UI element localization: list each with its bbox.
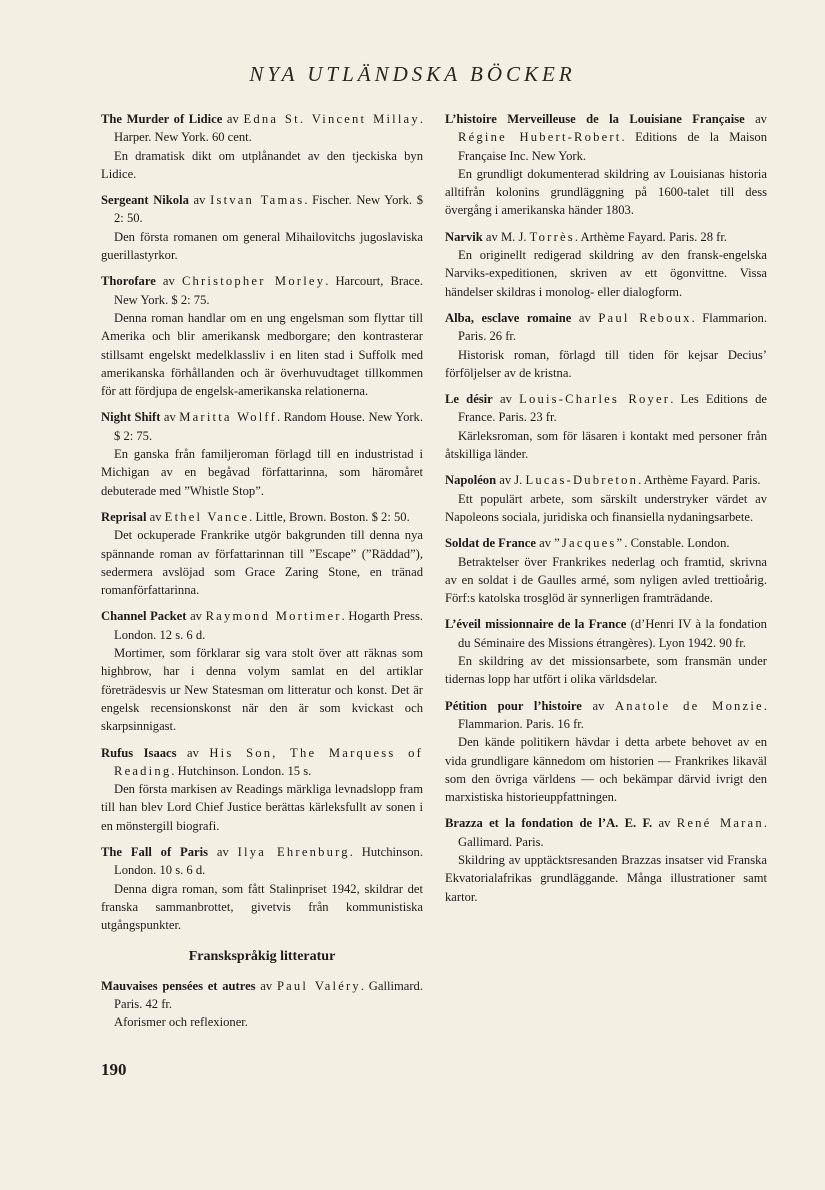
citation-separator: av — [208, 844, 238, 859]
book-title: L’histoire Merveilleuse de la Louisiane Française — [445, 112, 745, 126]
book-citation — [445, 814, 767, 851]
book-citation — [445, 228, 767, 246]
book-citation — [101, 272, 423, 309]
book-title: Brazza et la fondation de l’A. E. F. — [445, 816, 653, 831]
citation-separator: av J. — [496, 473, 526, 488]
citation-separator: av — [222, 112, 244, 126]
book-title: The Fall of Paris — [101, 844, 209, 859]
book-author: Torrès — [529, 229, 575, 244]
publisher-info: . Flammarion. Paris. 16 fr. — [458, 698, 767, 731]
book-entry — [101, 408, 423, 499]
book-author: Louis-Charles Royer — [519, 392, 671, 407]
publisher-info: . Hogarth Press. London. 12 s. 6 d. — [114, 609, 423, 642]
book-citation — [445, 110, 767, 165]
publisher-info: . Gallimard. Paris. — [458, 816, 767, 849]
book-author: Istvan Tamas — [210, 193, 305, 208]
book-title: Reprisal — [101, 509, 147, 524]
book-entry — [101, 977, 423, 1032]
book-author: ”Jacques” — [554, 536, 625, 551]
book-description: Denna roman handlar om en ung engelsman som flyttar till Amerika och blir amerikansk medborgare; den kontrasterar stillsamt engelskt medelklassliv i en liten stad i Suffolk med amerikanska förhållanden och är överhuvudtaget tillkommen för att fördjupa de engelsk-amerikanska relationerna. — [101, 310, 423, 399]
citation-separator: av — [652, 816, 677, 831]
book-description: Denna digra roman, som fått Stalinpriset 1942, skildrar det franska sammanbrottet, givetvis från kommunistiska utgångspunkter. — [101, 881, 423, 933]
book-description: En ganska från familjeroman förlagd till en industristad i Michigan av en begåvad författarinna, som häromåret debuterade med ”Whistle Stop”. — [101, 447, 423, 498]
page-number: 190 — [101, 1060, 127, 1079]
book-author: Christopher Morley — [181, 274, 326, 289]
publisher-info: . Constable. London. — [624, 536, 730, 551]
book-title: Soldat de France — [445, 536, 536, 551]
book-citation — [101, 408, 423, 445]
citation-separator: av — [146, 509, 165, 524]
book-author: Maritta Wolff — [179, 410, 277, 425]
citation-separator: av — [188, 193, 211, 208]
book-author: Raymond Mortimer — [205, 609, 342, 624]
citation-separator: (d’Henri IV à la fondation du Séminaire des Missions étrangères). Lyon 1942. 90 fr. — [458, 617, 767, 650]
book-description: En originellt redigerad skildring av den fransk-engelska Narviks-expeditionen, skriven av ett ögonvittne. Vissa händelser skildras i monolog- eller dialogform. — [445, 248, 767, 299]
left-after-entries — [101, 977, 423, 1032]
book-author: Ilya Ehrenburg — [237, 844, 350, 859]
book-entry — [101, 110, 423, 183]
book-citation — [445, 534, 767, 552]
book-citation — [445, 309, 767, 346]
book-citation — [101, 191, 423, 228]
book-title: Sergeant Nikola — [101, 193, 189, 208]
book-entry — [445, 615, 767, 688]
book-title: Alba, esclave romaine — [445, 310, 572, 325]
section-heading: Franskspråkig litteratur — [188, 949, 336, 965]
publisher-info: . Gallimard. Paris. 42 fr. — [114, 978, 423, 1012]
book-title: Le désir — [445, 392, 493, 407]
left-column — [101, 110, 423, 1040]
book-entry — [445, 390, 767, 463]
book-author: Edna St. Vincent Millay — [243, 112, 420, 126]
book-description: Historisk roman, förlagd till tiden för kejsar Decius’ förföljelser av de kristna. — [445, 347, 767, 380]
citation-separator: av — [571, 310, 599, 325]
book-entry — [101, 843, 423, 934]
book-title: Night Shift — [101, 410, 161, 425]
book-description: Skildring av upptäcktsresanden Brazzas insatser vid Franska Ekvatorialafrikas grundläggande. Många illustrationer samt kartor. — [445, 852, 767, 904]
citation-separator: av — [492, 392, 520, 407]
book-description: Aforismer och reflexioner. — [114, 1015, 248, 1030]
book-description: Det ockuperade Frankrike utgör bakgrunden till denna nya spännande roman av författarinnan till ”Escape” (”Räddad”), sedermera avslöjad som Grace Zaring Stone, en tränad romanförfattarinna. — [101, 528, 423, 598]
book-description: Betraktelser över Frankrikes nederlag och framtid, skrivna av en soldat i de Gaulles armé, som nyligen avled trettioårig. Förf:s katolska trosglöd är synnerligen framträdande. — [445, 554, 767, 606]
publisher-info: . Random House. New York. $ 2: 75. — [114, 410, 423, 443]
publisher-info: . Fischer. New York. $ 2: 50. — [114, 193, 423, 226]
publisher-info: . Hutchinson. London. 15 s. — [171, 763, 312, 778]
book-entry — [445, 471, 767, 526]
book-entry — [101, 607, 423, 735]
book-description: Den första romanen om general Mihailovitchs jugoslaviska guerillastyrkor. — [101, 229, 423, 263]
book-citation — [445, 615, 767, 652]
book-citation — [445, 390, 767, 427]
citation-separator: av — [581, 698, 615, 713]
book-entry — [445, 697, 767, 807]
book-entry — [101, 744, 423, 835]
book-title: The Murder of Lidice — [101, 112, 223, 126]
book-citation — [101, 110, 423, 147]
book-entry — [445, 228, 767, 301]
publisher-info: . Les Editions de France. Paris. 23 fr. — [458, 392, 767, 425]
book-title: Narvik — [445, 229, 483, 244]
book-citation — [101, 508, 423, 526]
citation-separator: av — [160, 410, 180, 425]
book-description: Mortimer, som förklarar sig vara stolt över att räknas som highbrow, har i denna volym samlat en del artiklar företrädesvis ur New Statesman om litteratur och konst. Det är engelsk recensionskonst när den är som kvickast och skarpsinnigast. — [101, 646, 423, 734]
book-author: His Son, The Marquess of Reading — [114, 745, 424, 778]
publisher-info: . Harcourt, Brace. New York. $ 2: 75. — [114, 274, 423, 307]
right-column — [445, 110, 767, 914]
book-description: En dramatisk dikt om utplånandet av den tjeckiska byn Lidice. — [101, 148, 423, 181]
book-title: Thorofare — [101, 274, 156, 289]
book-description: Ett populärt arbete, som särskilt understryker värdet av Napoleons sociala, juridiska och finansiella nydaningsarbete. — [445, 491, 767, 524]
book-citation — [101, 843, 423, 880]
book-entry — [101, 508, 423, 599]
book-author: Ethel Vance — [164, 509, 250, 524]
citation-separator: av — [535, 536, 555, 551]
book-entry — [445, 534, 767, 607]
book-author: René Maran — [676, 816, 764, 831]
citation-separator: av — [255, 978, 277, 993]
book-entry — [101, 272, 423, 400]
book-author: Paul Valéry — [276, 978, 361, 993]
book-description: En skildring av det missionsarbete, som fransmän under tidernas lopp har utfört i olika världsdelar. — [445, 654, 767, 687]
book-citation — [445, 697, 767, 734]
book-description: Den första markisen av Readings märkliga levnadslopp fram till han blev Lord Chief Justice berättas kärleksfullt av sonen i en mönstergill biografi. — [101, 782, 423, 833]
book-author: Régine Hubert-Robert — [458, 130, 622, 145]
publisher-info: . Little, Brown. Boston. $ 2: 50. — [249, 509, 410, 524]
citation-separator: av — [155, 274, 182, 289]
book-author: Lucas-Dubreton — [525, 473, 639, 488]
book-citation — [101, 977, 423, 1014]
book-author: Anatole de Monzie — [615, 698, 764, 713]
publisher-info: . Harper. New York. 60 cent. — [114, 112, 424, 145]
book-entry — [445, 309, 767, 382]
publisher-info: . Hutchinson. London. 10 s. 6 d. — [114, 844, 423, 878]
book-title: L’éveil missionnaire de la France — [445, 617, 627, 632]
citation-separator: av M. J. — [482, 229, 530, 244]
book-citation — [101, 744, 423, 781]
publisher-info: . Flammarion. Paris. 26 fr. — [458, 310, 768, 344]
citation-separator: av — [744, 112, 767, 126]
book-description: Kärleksroman, som för läsaren i kontakt med personer från åtskilliga länder. — [445, 428, 767, 462]
left-entries — [101, 110, 423, 934]
citation-separator: av — [176, 745, 210, 760]
book-description: En grundligt dokumenterad skildring av Louisianas historia alltifrån kolonins grundläggning på 1600-talet till dess övergång i amerikanska händer 1803. — [445, 166, 767, 218]
book-title: Mauvaises pensées et autres — [101, 978, 256, 993]
book-title: Napoléon — [445, 473, 497, 488]
book-entry — [445, 814, 767, 905]
publisher-info: . Arthème Fayard. Paris. — [638, 473, 761, 488]
publisher-info: . Editions de la Maison Française Inc. New York. — [458, 130, 767, 163]
book-citation — [445, 471, 767, 489]
book-entry — [445, 110, 767, 220]
book-author: Paul Reboux — [598, 310, 692, 325]
publisher-info: . Arthème Fayard. Paris. 28 fr. — [574, 229, 728, 244]
book-entry — [101, 191, 423, 264]
book-description: Den kände politikern hävdar i detta arbete behovet av en vida grundligare kännedom om historien — Frankrikes likaväl som den övriga världens — och bekämpar därvid ivrigt den marxistiska historieuppfattningen. — [445, 735, 767, 805]
right-entries — [445, 110, 767, 906]
book-title: Pétition pour l’histoire — [445, 698, 582, 713]
citation-separator: av — [186, 609, 206, 624]
page-title: NYA UTLÄNDSKA BÖCKER — [249, 62, 576, 86]
book-citation — [101, 607, 423, 644]
book-title: Rufus Isaacs — [101, 745, 177, 760]
book-title: Channel Packet — [101, 609, 187, 624]
